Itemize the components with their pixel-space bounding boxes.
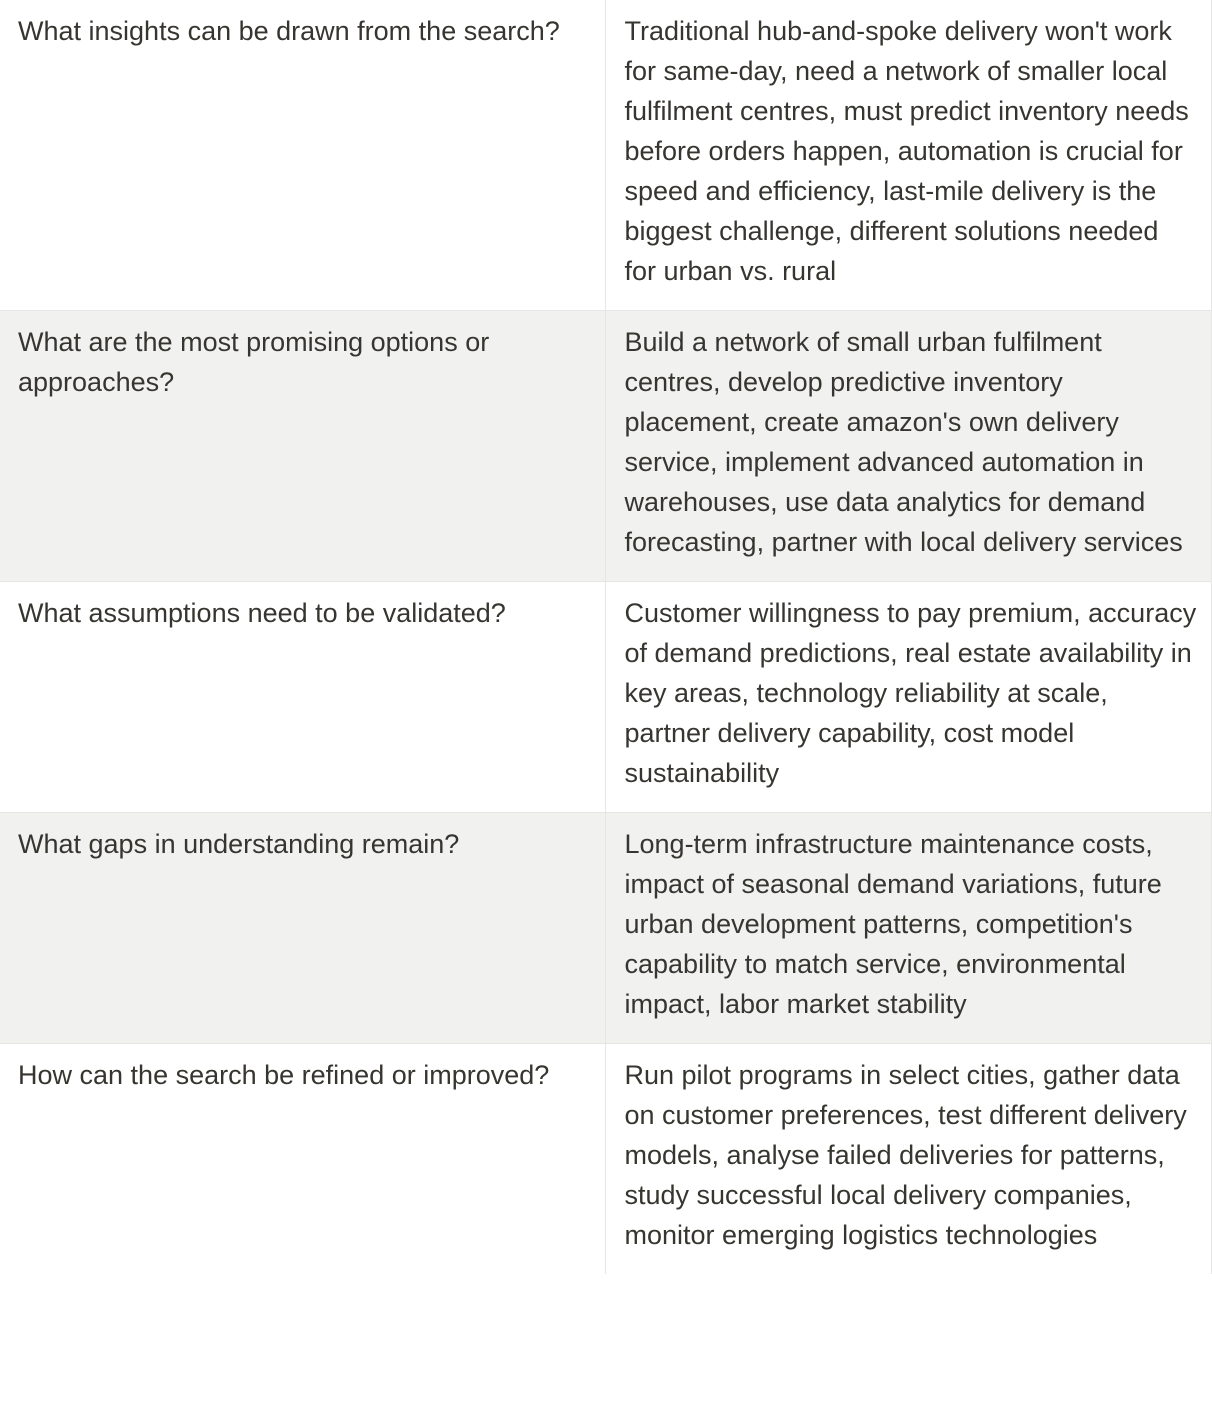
question-cell: How can the search be refined or improved? <box>18 1060 550 1090</box>
table-row <box>0 813 1211 1044</box>
question-cell: What gaps in understanding remain? <box>0 813 605 1044</box>
table-row <box>0 1044 1211 1275</box>
answer-cell: Build a network of small urban fulfilment centres, develop predictive inventory placement, create amazon's own delivery service, implement advanced automation in warehouses, use data analytics for demand forecasting, partner with local delivery services <box>605 311 1211 582</box>
answer-cell: Run pilot programs in select cities, gather data on customer preferences, test different delivery models, analyse failed deliveries for patterns, study successful local delivery companies, monitor emerging logistics technologies <box>605 1044 1211 1275</box>
table-row <box>0 0 1211 311</box>
table-row <box>0 582 1211 813</box>
question-cell: What insights can be drawn from the search? <box>0 0 605 311</box>
answer-cell: Traditional hub-and-spoke delivery won't work for same-day, need a network of smaller local fulfilment centres, must predict inventory needs before orders happen, automation is crucial for speed and efficiency, last-mile delivery is the biggest challenge, different solutions needed for urban vs. rural <box>605 0 1211 311</box>
answer-cell: Long-term infrastructure maintenance costs, impact of seasonal demand variations, future urban development patterns, competition's capability to match service, environmental impact, labor market stability <box>605 813 1211 1044</box>
table-row <box>0 311 1211 582</box>
question-cell: What assumptions need to be validated? <box>0 582 605 813</box>
question-cell: What are the most promising options or approaches? <box>0 311 605 582</box>
answer-cell: Customer willingness to pay premium, accuracy of demand predictions, real estate availability in key areas, technology reliability at scale, partner delivery capability, cost model sustainability <box>605 582 1211 813</box>
